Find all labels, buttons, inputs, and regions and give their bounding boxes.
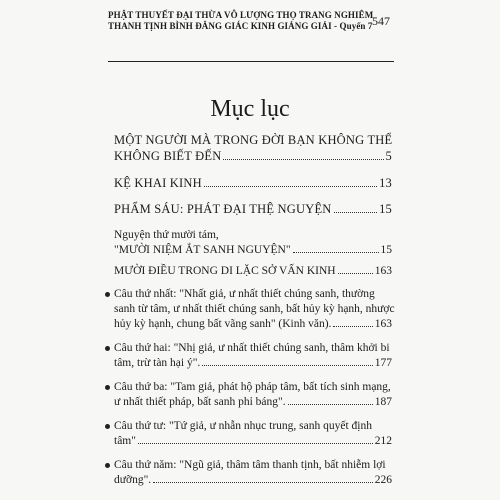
running-title-line-2: THANH TỊNH BÌNH ĐẲNG GIÁC KINH GIẢNG GIẢI - Quyển 7 [108,21,373,31]
toc-entry-text: KHÔNG BIẾT ĐẾN [114,149,222,163]
toc-page-number: 212 [374,435,392,447]
bullet-icon [105,292,110,297]
toc-entry[interactable] [114,341,392,371]
toc-entry-text: tâm" [114,435,136,447]
bullet-icon [105,424,110,429]
bullet-icon [105,463,110,468]
bullet-icon [105,385,110,390]
toc-entry-text: KỆ KHAI KINH [114,176,202,190]
toc-entry-text: dưỡng". [114,474,152,486]
dot-leader [138,443,373,444]
toc-entry[interactable] [114,458,392,488]
dot-leader [202,365,372,366]
toc-entry-text: Nguyện thứ mười tám, [114,229,219,241]
dot-leader [288,404,373,405]
toc-page-number: 15 [379,202,392,216]
running-title-line-1: PHẬT THUYẾT ĐẠI THỪA VÔ LƯỢNG THỌ TRANG NGHIÊM [108,10,374,20]
toc-entry[interactable] [114,175,392,191]
toc-page-number: 226 [374,474,392,486]
toc-entry-text: Câu thứ tư: "Tứ giả, ư nhẫn nhục trung, sanh quyết định [114,420,372,432]
toc-entry-text: ư nhất thiết pháp, bất sanh phỉ báng". [114,396,286,408]
toc-page-number: 163 [374,318,392,330]
table-of-contents [114,132,395,488]
dot-leader [334,212,378,213]
toc-page-number: 177 [374,357,392,369]
bullet-icon [105,346,110,351]
toc-entry[interactable] [114,264,392,279]
toc-entry-text: Câu thứ nhất: "Nhất giả, ư nhất thiết chúng sanh, thường [114,288,375,300]
toc-entry-text: Câu thứ năm: "Ngũ giả, thâm tâm thanh tịnh, bất nhiễm lợi [114,459,386,471]
toc-page-number: 5 [385,149,392,163]
toc-entry[interactable] [114,228,392,258]
page-number: 547 [372,14,390,28]
toc-entry[interactable] [114,419,392,449]
toc-page-number: 163 [374,265,392,277]
toc-entry-text: hủy kỳ hạnh, chung bất vãng sanh" (Kinh văn). [114,318,332,330]
toc-entry-text: Câu thứ hai: "Nhị giả, ư nhất thiết chúng sanh, thâm khởi bi [114,342,390,354]
toc-entry-text: tâm, trừ tàn hại ý". [114,357,201,369]
toc-entry-text: "MƯỜI NIỆM ẮT SANH NGUYỆN" [114,244,291,256]
toc-title: Mục lục [210,96,290,122]
toc-entry[interactable] [114,132,392,164]
header-divider [108,61,394,62]
toc-entry-text: MỘT NGƯỜI MÀ TRONG ĐỜI BẠN KHÔNG THỂ [114,133,393,147]
toc-entry-text: MƯỜI ĐIỀU TRONG DI LẶC SỞ VẤN KINH [114,265,336,277]
dot-leader [333,326,372,327]
toc-page-number: 13 [379,176,392,190]
toc-entry-text: Câu thứ ba: "Tam giả, phát hộ pháp tâm, bất tích sinh mạng, [114,381,391,393]
toc-entry-text: PHẨM SÁU: PHÁT ĐẠI THỆ NGUYỆN [114,202,332,216]
dot-leader [293,252,379,253]
running-head [108,10,408,32]
dot-leader [204,186,377,187]
toc-page-number: 187 [374,396,392,408]
toc-entry-text: sanh từ tâm, ư nhất thiết chúng sanh, bất hủy kỳ hạnh, nhược [114,303,395,315]
dot-leader [338,273,373,274]
toc-entry[interactable] [114,201,392,217]
toc-page-number: 15 [380,244,392,256]
dot-leader [153,482,373,483]
dot-leader [223,159,383,160]
toc-entry[interactable] [114,287,395,332]
toc-entry[interactable] [114,380,392,410]
